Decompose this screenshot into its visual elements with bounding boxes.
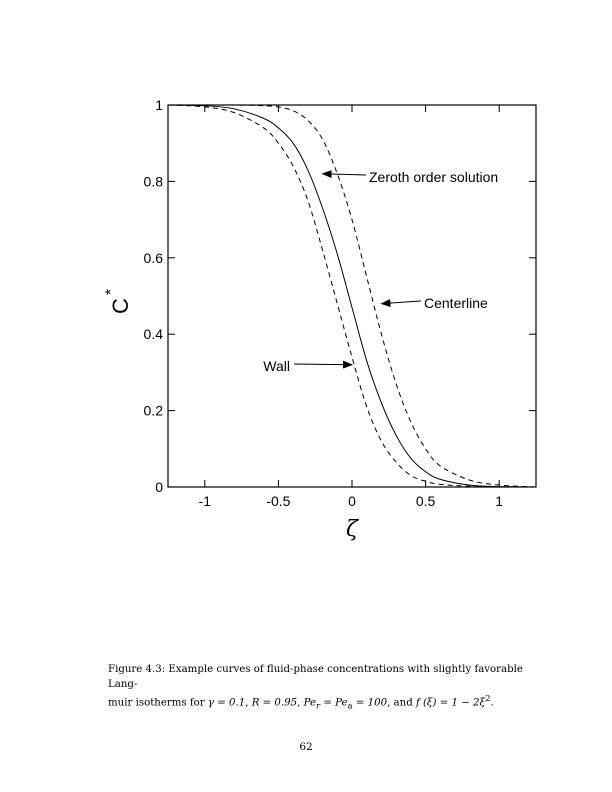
annotation-arrow <box>323 174 366 175</box>
y-tick-label: 0.4 <box>143 326 163 343</box>
y-tick-label: 0.8 <box>143 173 163 190</box>
caption-line2: muir isotherms for <box>108 697 208 709</box>
figure-caption: Figure 4.3: Example curves of fluid-phase concentrations with slightly favorable Lang- muir isotherms for γ = 0.1, R = 0.95, $Pe_r = Pe_a = 100$, and f $(\xi) = 1 - 2\xi^2$. <box>108 664 523 712</box>
caption-pe-sub-a: a <box>347 701 353 712</box>
caption-func-sup: 2 <box>485 694 491 704</box>
annotations <box>263 169 498 374</box>
y-tick-label: 0.6 <box>143 249 163 266</box>
y-axis-label: C <box>108 298 133 314</box>
annotation-arrow <box>294 364 352 365</box>
x-tick-label: 0 <box>348 493 356 509</box>
x-axis-label: ζ <box>346 517 358 542</box>
annotation-label: Centerline <box>424 295 488 311</box>
x-tick-label: -1 <box>198 493 212 509</box>
caption-label: Figure 4.3: <box>108 664 166 675</box>
y-axis-label-superscript: * <box>103 288 120 296</box>
caption-line1: Example curves of fluid-phase concentrations with slightly favorable Lang- <box>108 664 523 690</box>
caption-pe-rest: = Pe <box>320 697 348 709</box>
annotation-arrow <box>381 301 421 304</box>
caption-r: R = 0.95 <box>251 697 298 709</box>
caption-gamma: γ = 0.1 <box>207 697 246 709</box>
page-number: 62 <box>299 741 313 753</box>
y-tick-label: 0 <box>155 479 163 495</box>
annotation-label: Zeroth order solution <box>369 169 499 185</box>
y-tick-label: 1 <box>155 97 163 113</box>
x-tick-label: -0.5 <box>266 493 291 509</box>
caption-pe-value: = 100 <box>352 697 388 709</box>
annotation-label: Wall <box>263 358 290 374</box>
y-tick-label: 0.2 <box>143 402 163 419</box>
x-tick-label: 0.5 <box>415 493 436 509</box>
x-tick-label: 1 <box>495 493 504 509</box>
caption-pe-sub-r: r <box>316 701 321 712</box>
caption-func: f (ξ) = 1 − 2ξ <box>415 697 486 709</box>
caption-pe: Pe <box>303 697 316 709</box>
